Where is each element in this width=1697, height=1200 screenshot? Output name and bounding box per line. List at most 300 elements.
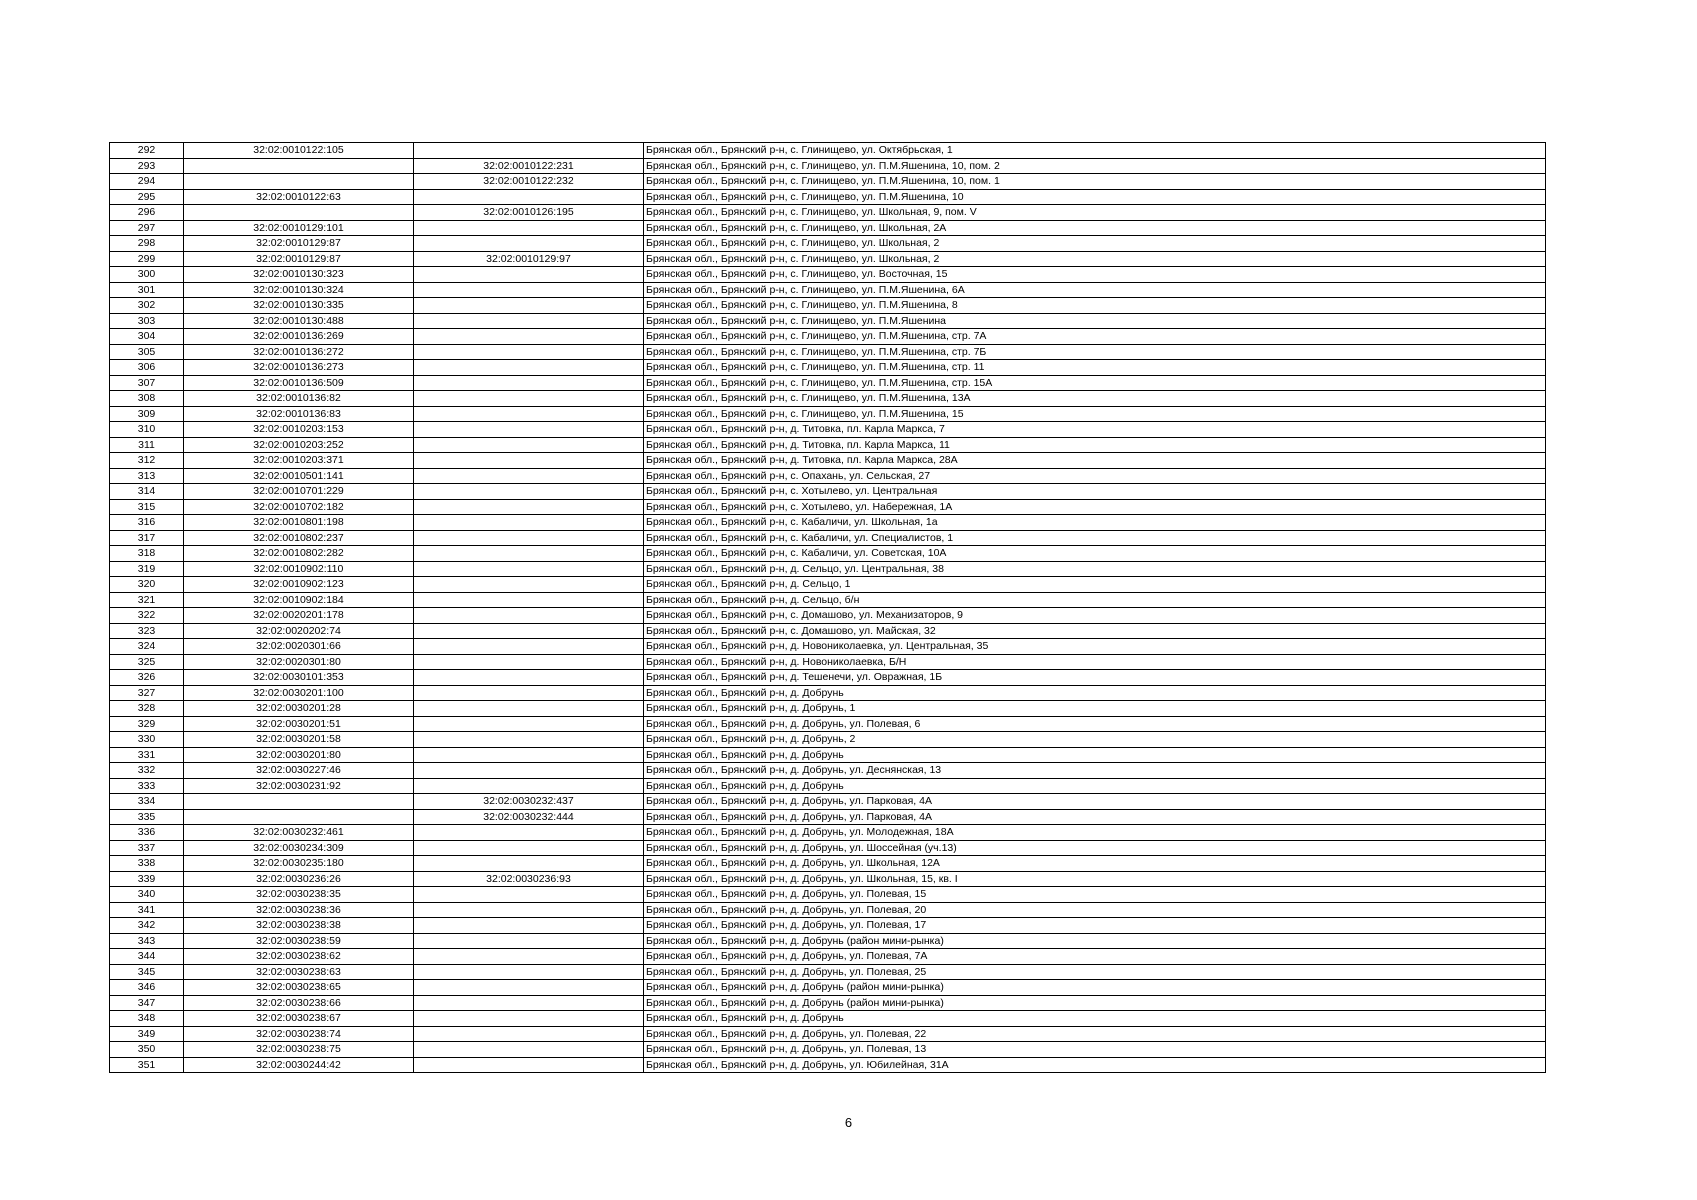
cadastral-number <box>184 205 414 221</box>
cadastral-number: 32:02:0020301:80 <box>184 654 414 670</box>
cadastral-number: 32:02:0010130:488 <box>184 313 414 329</box>
table-row <box>110 747 1546 763</box>
cadastral-number-2 <box>414 887 644 903</box>
address: Брянская обл., Брянский р-н, с. Хотылево, ул. Набережная, 1А <box>644 499 1546 515</box>
cadastral-number-2 <box>414 329 644 345</box>
address: Брянская обл., Брянский р-н, с. Глинищево, ул. П.М.Яшенина, 10, пом. 1 <box>644 174 1546 190</box>
cadastral-number-2 <box>414 902 644 918</box>
address: Брянская обл., Брянский р-н, д. Добрунь, ул. Школьная, 15, кв. I <box>644 871 1546 887</box>
cadastral-number-2 <box>414 561 644 577</box>
row-number: 307 <box>110 375 184 391</box>
row-number: 329 <box>110 716 184 732</box>
cadastral-number-2 <box>414 778 644 794</box>
table-row <box>110 313 1546 329</box>
table-row <box>110 360 1546 376</box>
cadastral-number: 32:02:0030238:38 <box>184 918 414 934</box>
address: Брянская обл., Брянский р-н, д. Добрунь, ул. Школьная, 12А <box>644 856 1546 872</box>
row-number: 321 <box>110 592 184 608</box>
cadastral-number <box>184 158 414 174</box>
table-row <box>110 406 1546 422</box>
table-row <box>110 608 1546 624</box>
cadastral-number-2 <box>414 592 644 608</box>
row-number: 330 <box>110 732 184 748</box>
cadastral-number: 32:02:0030238:75 <box>184 1042 414 1058</box>
row-number: 315 <box>110 499 184 515</box>
address: Брянская обл., Брянский р-н, д. Добрунь <box>644 1011 1546 1027</box>
table-row <box>110 732 1546 748</box>
address: Брянская обл., Брянский р-н, д. Добрунь, ул. Полевая, 7А <box>644 949 1546 965</box>
cadastral-number-2 <box>414 964 644 980</box>
cadastral-number: 32:02:0030201:100 <box>184 685 414 701</box>
address: Брянская обл., Брянский р-н, с. Глинищево, ул. П.М.Яшенина, 6А <box>644 282 1546 298</box>
cadastral-number: 32:02:0010902:110 <box>184 561 414 577</box>
table-row <box>110 949 1546 965</box>
cadastral-number-2 <box>414 406 644 422</box>
cadastral-number-2 <box>414 313 644 329</box>
address: Брянская обл., Брянский р-н, с. Глинищево, ул. Школьная, 9, пом. V <box>644 205 1546 221</box>
address: Брянская обл., Брянский р-н, с. Глинищево, ул. Школьная, 2 <box>644 251 1546 267</box>
cadastral-number-2 <box>414 608 644 624</box>
row-number: 351 <box>110 1057 184 1073</box>
row-number: 326 <box>110 670 184 686</box>
table-row <box>110 437 1546 453</box>
cadastral-number: 32:02:0030227:46 <box>184 763 414 779</box>
address: Брянская обл., Брянский р-н, д. Добрунь, 2 <box>644 732 1546 748</box>
table-row <box>110 809 1546 825</box>
address: Брянская обл., Брянский р-н, д. Добрунь, 1 <box>644 701 1546 717</box>
row-number: 309 <box>110 406 184 422</box>
table-row <box>110 515 1546 531</box>
cadastral-number-2 <box>414 360 644 376</box>
cadastral-number: 32:02:0020202:74 <box>184 623 414 639</box>
page-number: 6 <box>844 1115 853 1130</box>
row-number: 332 <box>110 763 184 779</box>
cadastral-number: 32:02:0030238:62 <box>184 949 414 965</box>
table-row <box>110 685 1546 701</box>
cadastral-number-2 <box>414 499 644 515</box>
cadastral-number: 32:02:0010130:324 <box>184 282 414 298</box>
address: Брянская обл., Брянский р-н, д. Титовка, пл. Карла Маркса, 7 <box>644 422 1546 438</box>
row-number: 331 <box>110 747 184 763</box>
table-row <box>110 143 1546 159</box>
row-number: 312 <box>110 453 184 469</box>
row-number: 305 <box>110 344 184 360</box>
cadastral-number: 32:02:0030238:67 <box>184 1011 414 1027</box>
address: Брянская обл., Брянский р-н, с. Глинищево, ул. П.М.Яшенина, стр. 7Б <box>644 344 1546 360</box>
cadastral-number-2 <box>414 654 644 670</box>
row-number: 346 <box>110 980 184 996</box>
row-number: 327 <box>110 685 184 701</box>
table-row <box>110 763 1546 779</box>
row-number: 308 <box>110 391 184 407</box>
cadastral-number-2: 32:02:0030232:444 <box>414 809 644 825</box>
row-number: 319 <box>110 561 184 577</box>
row-number: 342 <box>110 918 184 934</box>
row-number: 339 <box>110 871 184 887</box>
address: Брянская обл., Брянский р-н, с. Кабаличи, ул. Школьная, 1а <box>644 515 1546 531</box>
cadastral-number-2 <box>414 933 644 949</box>
cadastral-number-2 <box>414 391 644 407</box>
address: Брянская обл., Брянский р-н, д. Добрунь, ул. Полевая, 13 <box>644 1042 1546 1058</box>
cadastral-number: 32:02:0010136:509 <box>184 375 414 391</box>
table-row <box>110 1042 1546 1058</box>
row-number: 344 <box>110 949 184 965</box>
row-number: 318 <box>110 546 184 562</box>
table-row <box>110 856 1546 872</box>
cadastral-number-2 <box>414 685 644 701</box>
address: Брянская обл., Брянский р-н, д. Добрунь, ул. Полевая, 20 <box>644 902 1546 918</box>
cadastral-number-2 <box>414 375 644 391</box>
address: Брянская обл., Брянский р-н, с. Глинищево, ул. Школьная, 2 <box>644 236 1546 252</box>
cadastral-number: 32:02:0030101:353 <box>184 670 414 686</box>
cadastral-number-2 <box>414 220 644 236</box>
address: Брянская обл., Брянский р-н, с. Домашово, ул. Майская, 32 <box>644 623 1546 639</box>
address: Брянская обл., Брянский р-н, с. Глинищево, ул. Школьная, 2А <box>644 220 1546 236</box>
table-row <box>110 592 1546 608</box>
cadastral-number: 32:02:0010122:105 <box>184 143 414 159</box>
table-row <box>110 298 1546 314</box>
cadastral-number-2 <box>414 747 644 763</box>
row-number: 313 <box>110 468 184 484</box>
table-row <box>110 577 1546 593</box>
row-number: 335 <box>110 809 184 825</box>
cadastral-number: 32:02:0010130:335 <box>184 298 414 314</box>
address: Брянская обл., Брянский р-н, д. Новониколаевка, ул. Центральная, 35 <box>644 639 1546 655</box>
cadastral-number: 32:02:0010136:273 <box>184 360 414 376</box>
address: Брянская обл., Брянский р-н, д. Добрунь, ул. Молодежная, 18А <box>644 825 1546 841</box>
cadastral-number-2 <box>414 484 644 500</box>
table-row <box>110 1011 1546 1027</box>
cadastral-number-2 <box>414 515 644 531</box>
row-number: 338 <box>110 856 184 872</box>
cadastral-number: 32:02:0010129:87 <box>184 251 414 267</box>
table-row <box>110 267 1546 283</box>
row-number: 333 <box>110 778 184 794</box>
table-row <box>110 887 1546 903</box>
cadastral-number: 32:02:0010136:82 <box>184 391 414 407</box>
cadastral-number-2 <box>414 840 644 856</box>
cadastral-number: 32:02:0010136:272 <box>184 344 414 360</box>
row-number: 341 <box>110 902 184 918</box>
cadastral-number <box>184 174 414 190</box>
address: Брянская обл., Брянский р-н, д. Титовка, пл. Карла Маркса, 11 <box>644 437 1546 453</box>
cadastral-number: 32:02:0030201:80 <box>184 747 414 763</box>
cadastral-number: 32:02:0030234:309 <box>184 840 414 856</box>
table-row <box>110 189 1546 205</box>
row-number: 324 <box>110 639 184 655</box>
address: Брянская обл., Брянский р-н, с. Глинищево, ул. Восточная, 15 <box>644 267 1546 283</box>
cadastral-number: 32:02:0010902:184 <box>184 592 414 608</box>
table-row <box>110 933 1546 949</box>
table-row <box>110 499 1546 515</box>
address: Брянская обл., Брянский р-н, д. Добрунь (район мини-рынка) <box>644 980 1546 996</box>
table-row <box>110 995 1546 1011</box>
cadastral-number: 32:02:0010801:198 <box>184 515 414 531</box>
address: Брянская обл., Брянский р-н, с. Глинищево, ул. П.М.Яшенина, 10, пом. 2 <box>644 158 1546 174</box>
cadastral-number-2 <box>414 1042 644 1058</box>
cadastral-number-2 <box>414 577 644 593</box>
table-row <box>110 484 1546 500</box>
address: Брянская обл., Брянский р-н, с. Кабаличи, ул. Советская, 10А <box>644 546 1546 562</box>
cadastral-number: 32:02:0010902:123 <box>184 577 414 593</box>
cadastral-number: 32:02:0010122:63 <box>184 189 414 205</box>
cadastral-number-2 <box>414 763 644 779</box>
table-row <box>110 251 1546 267</box>
table-row <box>110 220 1546 236</box>
table-row <box>110 174 1546 190</box>
address: Брянская обл., Брянский р-н, д. Титовка, пл. Карла Маркса, 28А <box>644 453 1546 469</box>
table-row <box>110 825 1546 841</box>
address: Брянская обл., Брянский р-н, с. Глинищево, ул. П.М.Яшенина, 8 <box>644 298 1546 314</box>
row-number: 297 <box>110 220 184 236</box>
cadastral-number <box>184 809 414 825</box>
cadastral-number-2 <box>414 701 644 717</box>
row-number: 325 <box>110 654 184 670</box>
table-row <box>110 546 1546 562</box>
cadastral-number: 32:02:0010136:83 <box>184 406 414 422</box>
table-row <box>110 422 1546 438</box>
cadastral-number-2 <box>414 236 644 252</box>
address: Брянская обл., Брянский р-н, д. Добрунь <box>644 778 1546 794</box>
address: Брянская обл., Брянский р-н, д. Добрунь, ул. Полевая, 25 <box>644 964 1546 980</box>
row-number: 328 <box>110 701 184 717</box>
table-row <box>110 468 1546 484</box>
cadastral-number-2: 32:02:0010122:232 <box>414 174 644 190</box>
cadastral-number-2 <box>414 732 644 748</box>
cadastral-number: 32:02:0030244:42 <box>184 1057 414 1073</box>
address: Брянская обл., Брянский р-н, д. Сельцо, 1 <box>644 577 1546 593</box>
table-row <box>110 391 1546 407</box>
table-row <box>110 902 1546 918</box>
cadastral-number: 32:02:0030232:461 <box>184 825 414 841</box>
address: Брянская обл., Брянский р-н, с. Опахань, ул. Сельская, 27 <box>644 468 1546 484</box>
address: Брянская обл., Брянский р-н, д. Добрунь <box>644 747 1546 763</box>
row-number: 292 <box>110 143 184 159</box>
cadastral-number-2 <box>414 453 644 469</box>
address: Брянская обл., Брянский р-н, д. Тешенечи, ул. Овражная, 1Б <box>644 670 1546 686</box>
cadastral-number: 32:02:0010203:371 <box>184 453 414 469</box>
cadastral-number-2: 32:02:0010122:231 <box>414 158 644 174</box>
table-row <box>110 236 1546 252</box>
row-number: 322 <box>110 608 184 624</box>
address: Брянская обл., Брянский р-н, с. Глинищево, ул. П.М.Яшенина, стр. 11 <box>644 360 1546 376</box>
table-row <box>110 716 1546 732</box>
row-number: 303 <box>110 313 184 329</box>
address: Брянская обл., Брянский р-н, с. Глинищево, ул. П.М.Яшенина, 10 <box>644 189 1546 205</box>
cadastral-number: 32:02:0010802:237 <box>184 530 414 546</box>
cadastral-number-2 <box>414 825 644 841</box>
cadastral-number-2 <box>414 980 644 996</box>
address: Брянская обл., Брянский р-н, с. Глинищево, ул. П.М.Яшенина, стр. 15А <box>644 375 1546 391</box>
cadastral-number-2: 32:02:0030232:437 <box>414 794 644 810</box>
cadastral-number-2 <box>414 344 644 360</box>
cadastral-number: 32:02:0030235:180 <box>184 856 414 872</box>
table-row <box>110 980 1546 996</box>
table-row <box>110 871 1546 887</box>
cadastral-number: 32:02:0030231:92 <box>184 778 414 794</box>
address: Брянская обл., Брянский р-н, д. Добрунь, ул. Полевая, 15 <box>644 887 1546 903</box>
address: Брянская обл., Брянский р-н, д. Сельцо, б/н <box>644 592 1546 608</box>
cadastral-number: 32:02:0020201:178 <box>184 608 414 624</box>
address: Брянская обл., Брянский р-н, д. Добрунь, ул. Юбилейная, 31А <box>644 1057 1546 1073</box>
cadastral-number-2 <box>414 189 644 205</box>
table-row <box>110 964 1546 980</box>
cadastral-number-2 <box>414 623 644 639</box>
address: Брянская обл., Брянский р-н, д. Сельцо, ул. Центральная, 38 <box>644 561 1546 577</box>
cadastral-number: 32:02:0030238:65 <box>184 980 414 996</box>
cadastral-number-2 <box>414 143 644 159</box>
cadastral-number: 32:02:0030238:35 <box>184 887 414 903</box>
table-row <box>110 1057 1546 1073</box>
row-number: 316 <box>110 515 184 531</box>
row-number: 336 <box>110 825 184 841</box>
cadastral-number: 32:02:0030238:66 <box>184 995 414 1011</box>
cadastral-number: 32:02:0010203:153 <box>184 422 414 438</box>
table-row <box>110 918 1546 934</box>
row-number: 293 <box>110 158 184 174</box>
row-number: 304 <box>110 329 184 345</box>
address: Брянская обл., Брянский р-н, д. Добрунь, ул. Парковая, 4А <box>644 809 1546 825</box>
table-body <box>110 143 1546 1073</box>
cadastral-number-2 <box>414 298 644 314</box>
cadastral-number: 32:02:0030238:74 <box>184 1026 414 1042</box>
row-number: 323 <box>110 623 184 639</box>
cadastral-number-2 <box>414 995 644 1011</box>
cadastral-number-2 <box>414 1026 644 1042</box>
cadastral-number-2 <box>414 530 644 546</box>
cadastral-number: 32:02:0030201:58 <box>184 732 414 748</box>
address: Брянская обл., Брянский р-н, д. Добрунь, ул. Полевая, 6 <box>644 716 1546 732</box>
cadastral-number-2 <box>414 282 644 298</box>
cadastral-number-2 <box>414 949 644 965</box>
cadastral-number-2 <box>414 1057 644 1073</box>
address: Брянская обл., Брянский р-н, д. Добрунь, ул. Полевая, 17 <box>644 918 1546 934</box>
cadastral-number-2 <box>414 670 644 686</box>
address: Брянская обл., Брянский р-н, с. Кабаличи, ул. Специалистов, 1 <box>644 530 1546 546</box>
cadastral-number-2 <box>414 1011 644 1027</box>
cadastral-number-2 <box>414 468 644 484</box>
cadastral-number: 32:02:0030201:51 <box>184 716 414 732</box>
row-number: 349 <box>110 1026 184 1042</box>
table-row <box>110 329 1546 345</box>
cadastral-number <box>184 794 414 810</box>
table-row <box>110 453 1546 469</box>
table-row <box>110 654 1546 670</box>
address: Брянская обл., Брянский р-н, д. Добрунь <box>644 685 1546 701</box>
cadastral-number-2 <box>414 267 644 283</box>
cadastral-number-2: 32:02:0010129:97 <box>414 251 644 267</box>
address: Брянская обл., Брянский р-н, д. Добрунь (район мини-рынка) <box>644 995 1546 1011</box>
row-number: 348 <box>110 1011 184 1027</box>
address: Брянская обл., Брянский р-н, д. Добрунь (район мини-рынка) <box>644 933 1546 949</box>
row-number: 314 <box>110 484 184 500</box>
row-number: 299 <box>110 251 184 267</box>
table-row <box>110 778 1546 794</box>
row-number: 306 <box>110 360 184 376</box>
row-number: 347 <box>110 995 184 1011</box>
cadastral-number-2 <box>414 716 644 732</box>
table-row <box>110 639 1546 655</box>
cadastral-number-2: 32:02:0030236:93 <box>414 871 644 887</box>
row-number: 302 <box>110 298 184 314</box>
cadastral-number-2: 32:02:0010126:195 <box>414 205 644 221</box>
table-row <box>110 794 1546 810</box>
row-number: 340 <box>110 887 184 903</box>
table-row <box>110 375 1546 391</box>
row-number: 343 <box>110 933 184 949</box>
cadastral-number: 32:02:0010129:101 <box>184 220 414 236</box>
row-number: 294 <box>110 174 184 190</box>
row-number: 337 <box>110 840 184 856</box>
address: Брянская обл., Брянский р-н, с. Глинищево, ул. П.М.Яшенина <box>644 313 1546 329</box>
address: Брянская обл., Брянский р-н, д. Добрунь, ул. Деснянская, 13 <box>644 763 1546 779</box>
address: Брянская обл., Брянский р-н, с. Глинищево, ул. П.М.Яшенина, стр. 7А <box>644 329 1546 345</box>
row-number: 310 <box>110 422 184 438</box>
row-number: 300 <box>110 267 184 283</box>
table-row <box>110 158 1546 174</box>
cadastral-number: 32:02:0010701:229 <box>184 484 414 500</box>
row-number: 295 <box>110 189 184 205</box>
address: Брянская обл., Брянский р-н, с. Глинищево, ул. Октябрьская, 1 <box>644 143 1546 159</box>
row-number: 345 <box>110 964 184 980</box>
cadastral-number: 32:02:0010129:87 <box>184 236 414 252</box>
address: Брянская обл., Брянский р-н, д. Добрунь, ул. Шоссейная (уч.13) <box>644 840 1546 856</box>
table-row <box>110 205 1546 221</box>
row-number: 296 <box>110 205 184 221</box>
cadastral-number-2 <box>414 422 644 438</box>
cadastral-number-2 <box>414 639 644 655</box>
table-row <box>110 623 1546 639</box>
cadastral-number: 32:02:0030238:36 <box>184 902 414 918</box>
address: Брянская обл., Брянский р-н, с. Глинищево, ул. П.М.Яшенина, 15 <box>644 406 1546 422</box>
row-number: 298 <box>110 236 184 252</box>
cadastral-number: 32:02:0010802:282 <box>184 546 414 562</box>
property-table <box>109 142 1546 1073</box>
address: Брянская обл., Брянский р-н, с. Глинищево, ул. П.М.Яшенина, 13А <box>644 391 1546 407</box>
table-row <box>110 1026 1546 1042</box>
cadastral-number-2 <box>414 918 644 934</box>
cadastral-number: 32:02:0010130:323 <box>184 267 414 283</box>
cadastral-number: 32:02:0030238:63 <box>184 964 414 980</box>
cadastral-number-2 <box>414 546 644 562</box>
row-number: 334 <box>110 794 184 810</box>
address: Брянская обл., Брянский р-н, д. Новониколаевка, Б/Н <box>644 654 1546 670</box>
table-row <box>110 840 1546 856</box>
table-row <box>110 344 1546 360</box>
cadastral-number-2 <box>414 437 644 453</box>
cadastral-number: 32:02:0010501:141 <box>184 468 414 484</box>
row-number: 311 <box>110 437 184 453</box>
table-row <box>110 530 1546 546</box>
address: Брянская обл., Брянский р-н, с. Хотылево, ул. Центральная <box>644 484 1546 500</box>
cadastral-number: 32:02:0020301:66 <box>184 639 414 655</box>
table-row <box>110 670 1546 686</box>
cadastral-number: 32:02:0030238:59 <box>184 933 414 949</box>
table-row <box>110 701 1546 717</box>
address: Брянская обл., Брянский р-н, д. Добрунь, ул. Полевая, 22 <box>644 1026 1546 1042</box>
cadastral-number: 32:02:0030236:26 <box>184 871 414 887</box>
cadastral-number: 32:02:0010203:252 <box>184 437 414 453</box>
table-row <box>110 561 1546 577</box>
cadastral-number: 32:02:0010702:182 <box>184 499 414 515</box>
cadastral-number: 32:02:0030201:28 <box>184 701 414 717</box>
row-number: 350 <box>110 1042 184 1058</box>
row-number: 301 <box>110 282 184 298</box>
address: Брянская обл., Брянский р-н, д. Добрунь, ул. Парковая, 4А <box>644 794 1546 810</box>
cadastral-number-2 <box>414 856 644 872</box>
row-number: 320 <box>110 577 184 593</box>
cadastral-number: 32:02:0010136:269 <box>184 329 414 345</box>
